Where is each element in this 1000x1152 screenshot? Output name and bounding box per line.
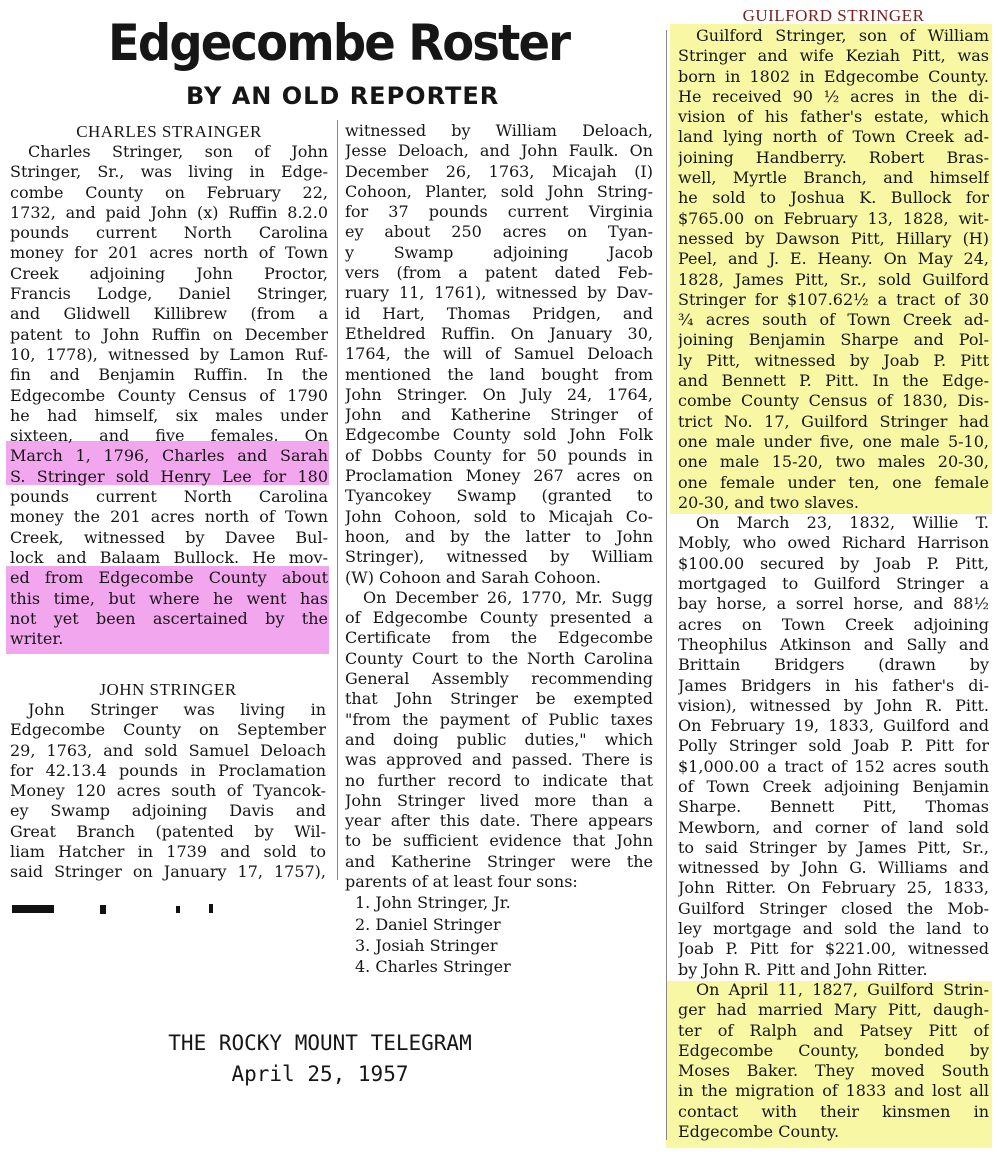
text-line: Theophilus Atkinson and Sally and <box>678 634 989 654</box>
text-line: ey Swamp adjoining Davis and <box>10 801 326 821</box>
text-line: John Stringer was living in <box>28 700 326 719</box>
text-line: Jesse Deloach, and John Faulk. On <box>345 141 653 161</box>
text-line: one female under ten, one female <box>678 472 989 492</box>
text-line: James Bridgers in his father's di- <box>678 675 989 695</box>
ink-smudge <box>12 905 54 913</box>
guilford-stringer-article <box>678 5 989 1142</box>
text-line: ley mortgage and sold the land to <box>678 919 989 939</box>
text-line: Brittain Bridgers (drawn by <box>678 655 989 675</box>
text-line: parents of at least four sons: <box>345 871 578 891</box>
text-line: John Stringer lived more than a <box>345 790 653 810</box>
text-line: December 26, 1763, Micajah (I) <box>345 161 653 181</box>
text-line: year after this date. There appears <box>345 811 653 831</box>
john-stringer-continued <box>345 121 653 978</box>
text-line: Edgecombe County Census of 1790 <box>10 385 328 405</box>
text-line: $1,000.00 a tract of 152 acres south <box>678 756 989 776</box>
section-heading: JOHN STRINGER <box>99 680 237 699</box>
text-line: hoon, and by the latter to John <box>345 526 653 546</box>
text-line: witnessed by John G. Williams and <box>678 858 989 878</box>
text-line: this time, but where he went has <box>10 588 328 608</box>
text-line: of Edgecombe County presented a <box>345 608 653 628</box>
text-line: S. Stringer sold Henry Lee for 180 <box>10 466 328 486</box>
text-line: money the 201 acres north of Town <box>10 507 328 527</box>
text-line: and Glidwell Killibrew (from a <box>10 304 328 324</box>
text-line: bay horse, a sorrel horse, and 88½ <box>678 594 989 614</box>
text-line: Creek, witnessed by Davee Bul- <box>10 527 328 547</box>
text-line: Certificate from the Edgecombe <box>345 628 653 648</box>
text-line: patent to John Ruffin on December <box>10 324 328 344</box>
text-line: mortgaged to Guilford Stringer a <box>678 574 989 594</box>
text-line: he sold to Joshua K. Bullock for <box>678 188 989 208</box>
text-line: On February 19, 1833, Guilford and <box>678 716 989 736</box>
text-line: Tyancokey Swamp (granted to <box>345 486 653 506</box>
text-line: Guilford Stringer, son of William <box>696 26 989 45</box>
text-line: was approved and passed. There is <box>345 750 653 770</box>
text-line: 20-30, and two slaves. <box>678 492 859 512</box>
text-line: he had himself, six males under <box>10 405 328 425</box>
text-line: $100.00 secured by Joab P. Pitt, <box>678 553 989 573</box>
text-line: On April 11, 1827, Guilford Strin- <box>696 979 989 999</box>
text-line: vision), witnessed by John R. Pitt. <box>678 695 989 715</box>
text-line: of Town Creek adjoining Benjamin <box>678 776 989 796</box>
ink-smudge <box>176 906 180 913</box>
text-line: lock and Balaam Bullock. He mov- <box>10 547 328 567</box>
text-line: well, Myrtle Branch, and himself <box>678 168 989 188</box>
text-line: that John Stringer be exempted <box>345 689 653 709</box>
text-line: liam Hatcher in 1739 and sold to <box>10 842 326 862</box>
text-line: 10, 1778), witnessed by Lamon Ruf- <box>10 344 328 364</box>
section-heading: CHARLES STRAINGER <box>76 122 262 141</box>
text-line: Etheldred Ruffin. On January 30, <box>345 323 653 343</box>
text-line: Polly Stringer sold Joab P. Pitt for <box>678 736 989 756</box>
text-line: March 1, 1796, Charles and Sarah <box>10 446 328 466</box>
text-line: 1828, James Pitt, Sr., sold Guilford <box>678 269 989 289</box>
john-stringer-article <box>10 679 326 883</box>
text-line: in the migration of 1833 and lost all <box>678 1081 989 1101</box>
text-line: 29, 1763, and sold Samuel Deloach <box>10 740 326 760</box>
text-line: ter of Ralph and Patsey Pitt of <box>678 1020 989 1040</box>
text-line: writer. <box>10 629 64 649</box>
text-line: no further record to indicate that <box>345 770 653 790</box>
text-line: vision of his father's estate, which <box>678 107 989 127</box>
text-line: Moses Baker. They moved South <box>678 1061 989 1081</box>
text-line: born in 1802 in Edgecombe County. <box>678 66 989 86</box>
text-line: Edgecombe County. <box>678 1122 840 1142</box>
text-line: Great Branch (patented by Wil- <box>10 821 326 841</box>
text-line: pounds current North Carolina <box>10 223 328 243</box>
list-item: 1. John Stringer, Jr. <box>355 893 511 913</box>
newspaper-name: THE ROCKY MOUNT TELEGRAM <box>168 1031 472 1055</box>
text-line: to said Stringer by James Pitt, Sr., <box>678 837 989 857</box>
text-line: Peel, and J. E. Heany. On May 24, <box>678 249 989 269</box>
text-line: On December 26, 1770, Mr. Sugg <box>363 587 653 607</box>
publication-credit <box>112 1028 528 1090</box>
text-line: Stringer and wife Keziah Pitt, was <box>678 46 989 66</box>
text-line: ed from Edgecombe County about <box>10 568 328 588</box>
text-line: Cohoon, Planter, sold John String- <box>345 181 653 201</box>
text-line: On March 23, 1832, Willie T. <box>696 513 989 533</box>
text-line: nessed by Dawson Pitt, Hillary (H) <box>678 228 989 248</box>
list-item: 2. Daniel Stringer <box>355 914 501 934</box>
text-line: trict No. 17, Guilford Stringer had <box>678 411 989 431</box>
text-line: for 37 pounds current Virginia <box>345 202 653 222</box>
column-divider <box>337 120 338 880</box>
text-line: and doing public duties," which <box>345 729 653 749</box>
text-line: Mobly, who owed Richard Harrison <box>678 533 989 553</box>
text-line: contact with their kinsmen in <box>678 1101 989 1121</box>
list-item: 4. Charles Stringer <box>355 957 511 977</box>
text-line: fin and Benjamin Ruffin. In the <box>10 365 328 385</box>
text-line: Sharpe. Bennett Pitt, Thomas <box>678 797 989 817</box>
text-line: County Court to the North Carolina <box>345 648 653 668</box>
article-body <box>10 142 328 649</box>
text-line: Mewborn, and corner of land sold <box>678 817 989 837</box>
text-line: He received 90 ½ acres in the di- <box>678 86 989 106</box>
text-line: joining Benjamin Sharpe and Pol- <box>678 330 989 350</box>
list-item: 3. Josiah Stringer <box>355 936 498 956</box>
article-body <box>678 26 989 1142</box>
text-line: mentioned the land bought from <box>345 364 653 384</box>
text-line: $765.00 on February 13, 1828, wit- <box>678 208 989 228</box>
article-body <box>345 121 653 892</box>
text-line: Stringer), witnessed by William <box>345 547 653 567</box>
text-line: ger had married Mary Pitt, daugh- <box>678 1000 989 1020</box>
text-line: Proclamation Money 267 acres on <box>345 466 653 486</box>
text-line: ¾ acres south of Town Creek ad- <box>678 310 989 330</box>
text-line: said Stringer on January 17, 1757), <box>10 862 326 882</box>
byline: BY AN OLD REPORTER <box>186 82 500 110</box>
text-line: vers (from a patent dated Feb- <box>345 263 653 283</box>
text-line: General Assembly recommending <box>345 669 653 689</box>
text-line: witnessed by William Deloach, <box>345 121 653 140</box>
text-line: acres on Town Creek adjoining <box>678 614 989 634</box>
text-line: "from the payment of Public taxes <box>345 709 653 729</box>
text-line: Edgecombe County, bonded by <box>678 1040 989 1060</box>
publication-date: April 25, 1957 <box>231 1062 409 1086</box>
text-line: John Stringer. On July 24, 1764, <box>345 384 653 404</box>
text-line: sixteen, and five females. On <box>10 426 328 446</box>
text-line: Money 120 acres south of Tyancok- <box>10 781 326 801</box>
text-line: Charles Stringer, son of John <box>28 142 328 161</box>
text-line: John Cohoon, sold to Micajah Co- <box>345 506 653 526</box>
text-line: (W) Cohoon and Sarah Cohoon. <box>345 567 601 587</box>
text-line: not yet been ascertained by the <box>10 608 328 628</box>
text-line: money for 201 acres north of Town <box>10 243 328 263</box>
text-line: and Katherine Stringer were the <box>345 851 653 871</box>
text-line: id Hart, Thomas Pridgen, and <box>345 303 653 323</box>
text-line: for 42.13.4 pounds in Proclamation <box>10 760 326 780</box>
text-line: land lying north of Town Creek ad- <box>678 127 989 147</box>
sons-list <box>345 892 653 978</box>
text-line: Francis Lodge, Daniel Stringer, <box>10 284 328 304</box>
text-line: ly Pitt, witnessed by Joab P. Pitt <box>678 350 989 370</box>
text-line: John Ritter. On February 25, 1833, <box>678 878 989 898</box>
text-line: Edgecombe County on September <box>10 720 326 740</box>
text-line: y Swamp adjoining Jacob <box>345 242 653 262</box>
text-line: Joab P. Pitt for $221.00, witnessed <box>678 939 989 959</box>
text-line: joining Handberry. Robert Bras- <box>678 147 989 167</box>
ink-smudge <box>100 905 106 914</box>
column-divider <box>666 30 667 1140</box>
text-line: Edgecombe County sold John Folk <box>345 425 653 445</box>
text-line: combe County on February 22, <box>10 182 328 202</box>
text-line: Stringer, Sr., was living in Edge- <box>10 162 328 182</box>
text-line: Creek adjoining John Proctor, <box>10 263 328 283</box>
charles-stringer-article <box>10 121 328 649</box>
text-line: ruary 11, 1761), witnessed by Dav- <box>345 283 653 303</box>
page-title: Edgecombe Roster <box>108 14 570 72</box>
section-heading: GUILFORD STRINGER <box>742 6 925 25</box>
text-line: pounds current North Carolina <box>10 487 328 507</box>
text-line: of Dobbs County for 50 pounds in <box>345 445 653 465</box>
text-line: ey about 250 acres on Tyan- <box>345 222 653 242</box>
text-line: Stringer for $107.62½ a tract of 30 <box>678 289 989 309</box>
article-body <box>10 700 326 883</box>
text-line: Guilford Stringer closed the Mob- <box>678 898 989 918</box>
text-line: combe County Census of 1830, Dis- <box>678 391 989 411</box>
text-line: 1764, the will of Samuel Deloach <box>345 344 653 364</box>
text-line: John and Katherine Stringer of <box>345 405 653 425</box>
text-line: and Bennett P. Pitt. In the Edge- <box>678 371 989 391</box>
text-line: one male under five, one male 5-10, <box>678 431 989 451</box>
text-line: to be sufficient evidence that John <box>345 831 653 851</box>
text-line: 1732, and paid John (x) Ruffin 8.2.0 <box>10 202 328 222</box>
text-line: by John R. Pitt and John Ritter. <box>678 959 928 979</box>
ink-smudge <box>209 904 213 913</box>
text-line: one male 15-20, two males 20-30, <box>678 452 989 472</box>
